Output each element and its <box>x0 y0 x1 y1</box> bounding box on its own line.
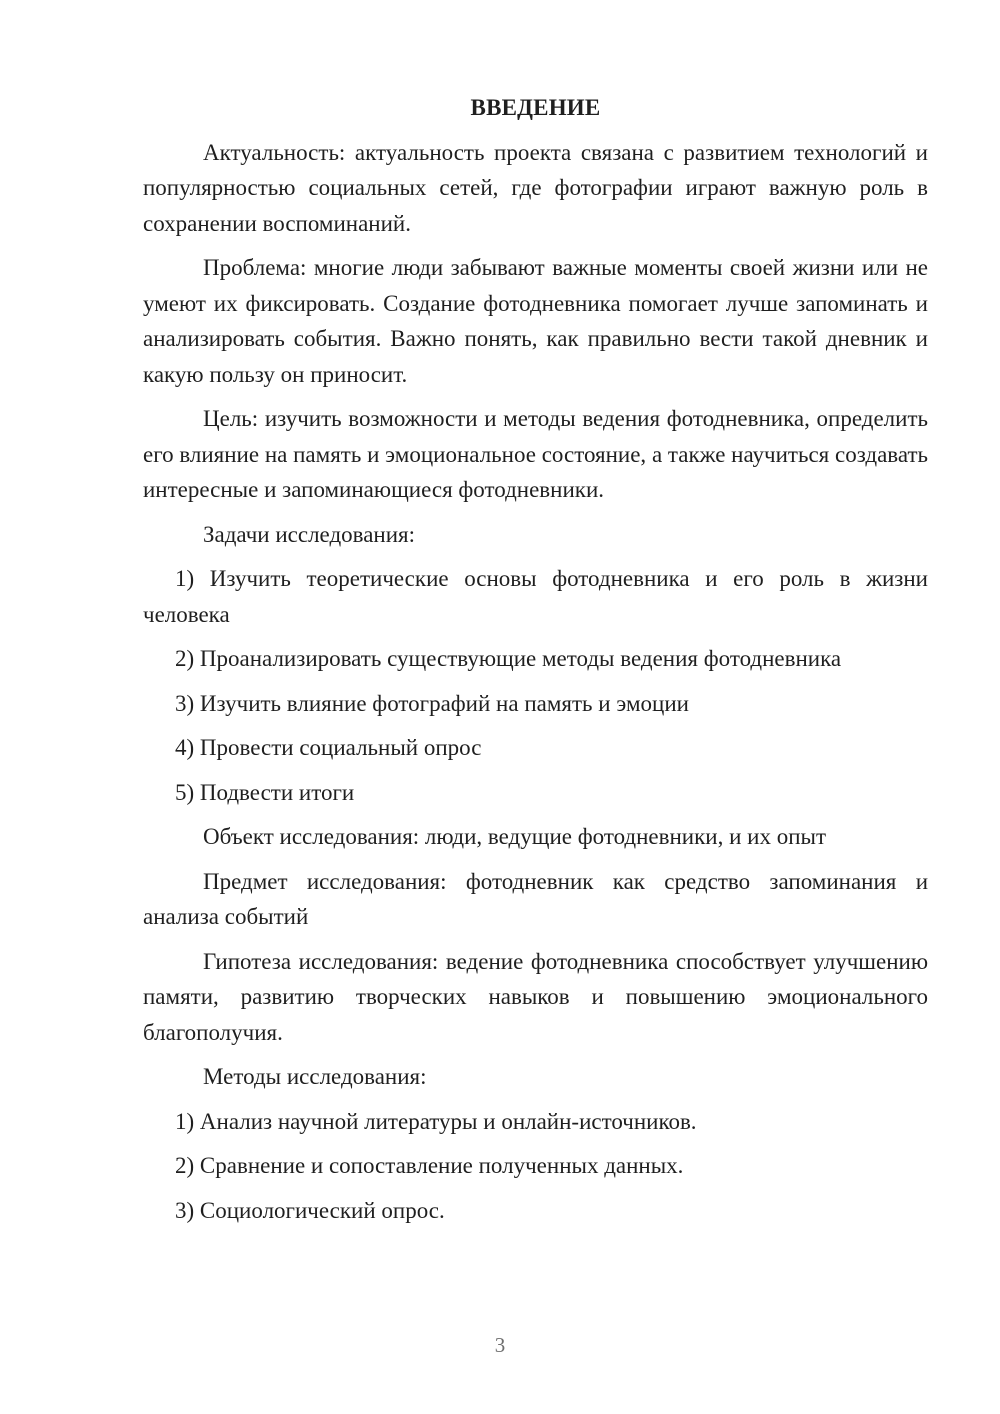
page-number: 3 <box>494 1333 506 1357</box>
problem-paragraph: Проблема: многие люди забывают важные моменты своей жизни или не умеют их фиксировать. Создание фотодневника помогает лучше запоминать и анализировать события. Важно понять, как правильно вести такой дневник и какую пользу он приносит. <box>143 255 928 387</box>
object-paragraph: Объект исследования: люди, ведущие фотодневники, и их опыт <box>203 824 827 849</box>
tasks-heading: Задачи исследования: <box>203 521 416 547</box>
method-item-2: 2) Сравнение и сопоставление полученных данных. <box>175 1153 684 1178</box>
relevance-paragraph: Актуальность: актуальность проекта связана с развитием технологий и популярностью социальных сетей, где фотографии играют важную роль в сохранении воспоминаний. <box>143 139 928 236</box>
task-item-2: 2) Проанализировать существующие методы ведения фотодневника <box>175 646 842 671</box>
document-body <box>143 90 928 1228</box>
method-item-1: 1) Анализ научной литературы и онлайн-источников. <box>175 1108 697 1134</box>
task-item-3: 3) Изучить влияние фотографий на память и эмоции <box>175 690 689 716</box>
subject-paragraph: Предмет исследования: фотодневник как средство запоминания и анализа событий <box>143 868 928 929</box>
goal-paragraph: Цель: изучить возможности и методы ведения фотодневника, определить его влияние на память и эмоциональное состояние, а также научиться создавать интересные и запоминающиеся фотодневники. <box>143 406 928 502</box>
hypothesis-paragraph: Гипотеза исследования: ведение фотодневника способствует улучшению памяти, развитию творческих навыков и повышению эмоционального благополучия. <box>143 948 928 1045</box>
method-item-3: 3) Социологический опрос. <box>175 1197 445 1223</box>
task-item-4: 4) Провести социальный опрос <box>175 735 482 760</box>
document-title: ВВЕДЕНИЕ <box>470 95 601 120</box>
methods-heading: Методы исследования: <box>203 1064 427 1089</box>
task-item-5: 5) Подвести итоги <box>175 779 355 805</box>
task-item-1: 1) Изучить теоретические основы фотодневника и его роль в жизни человека <box>143 566 928 627</box>
